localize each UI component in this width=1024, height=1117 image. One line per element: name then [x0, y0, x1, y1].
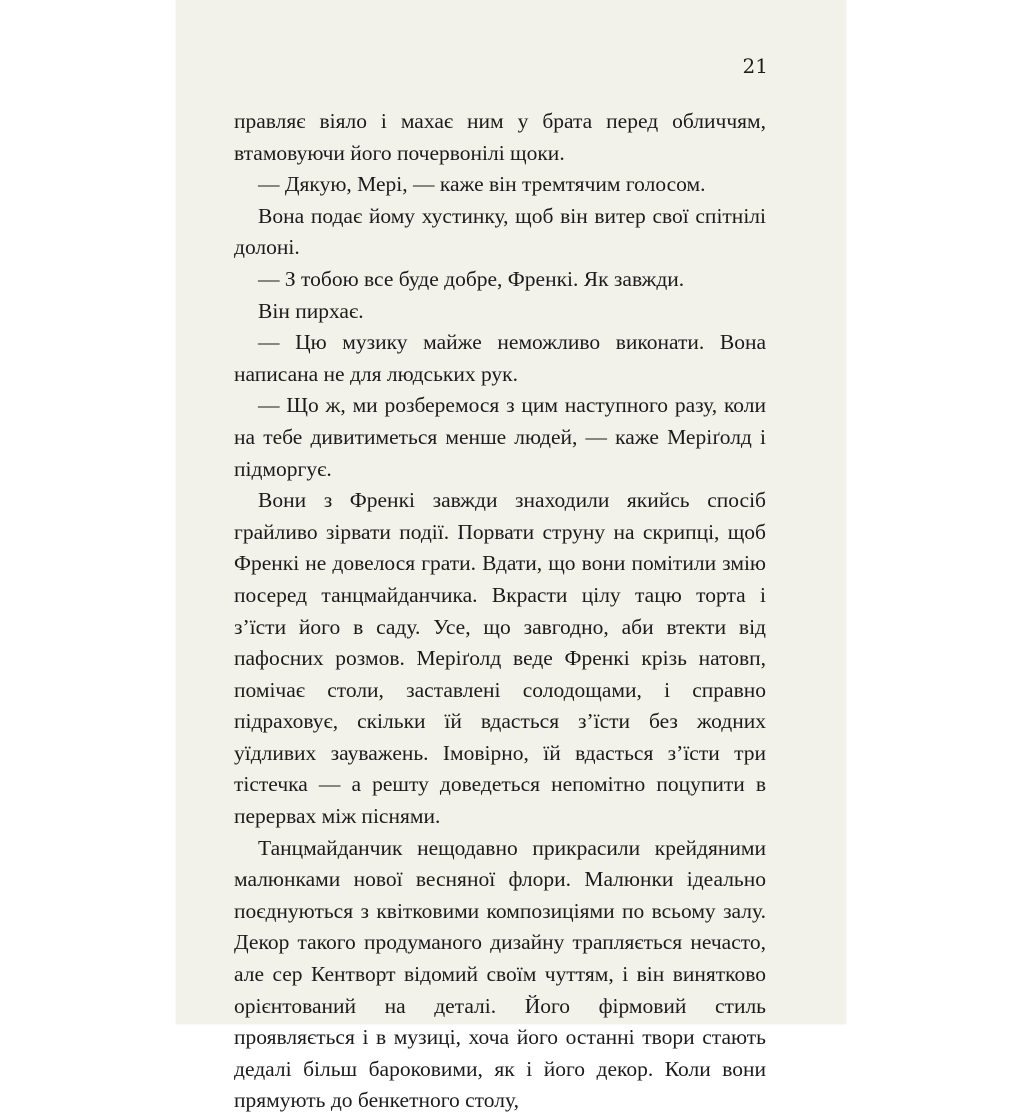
body-text — [234, 106, 766, 1117]
paragraph: Вони з Френкі завжди знаходили якийсь спосіб грайливо зірвати події. Порвати струну на скрипці, щоб Френкі не довелося грати. Вдати, що вони помітили змію посеред танцмайданчика. Вкрасти цілу тацю торта і з’їсти його в саду. Усе, що завгодно, аби втекти від пафосних розмов. Меріґолд веде Френкі крізь натовп, помічає столи, заставлені солодощами, і справно підраховує, скільки їй вдасться з’їсти без жодних уїдливих зауважень. Імовірно, їй вдасться з’їсти три тістечка — а решту доведеться непомітно поцупити в перервах між піснями. — [234, 488, 766, 829]
paragraph: правляє віяло і махає ним у брата перед обличчям, втамовуючи його почервонілі щоки. — [234, 109, 766, 165]
paragraph: — З тобою все буде добре, Френкі. Як завжди. — [258, 266, 685, 291]
paragraph: Танцмайданчик нещодавно прикрасили крейдяними малюнками нової весняної флори. Малюнки ідеально поєднуються з квітковими композиціями по всьому залу. Декор такого продуманого дизайну трапляється нечасто, але сер Кентворт відомий своїм чуттям, і він винятково орієнтований на деталі. Його фірмовий стиль проявляється і в музиці, хоча його останні твори стають дедалі більш бароковими, як і його декор. Коли вони прямують до бенкетного столу, — [234, 835, 766, 1113]
book-page — [176, 0, 846, 1113]
paragraph: — Що ж, ми розберемося з цим наступного разу, коли на тебе дивитиметься менше людей, — каже Меріґолд і підморгує. — [234, 393, 766, 481]
paragraph: Вона подає йому хустинку, щоб він витер свої спітнілі долоні. — [234, 203, 766, 260]
page-number: 21 — [742, 54, 768, 78]
paragraph: — Дякую, Мері, — каже він тремтячим голосом. — [258, 172, 706, 197]
paragraph: — Цю музику майже неможливо виконати. Вона написана не для людських рук. — [234, 330, 766, 386]
paragraph: Він пирхає. — [258, 298, 364, 323]
